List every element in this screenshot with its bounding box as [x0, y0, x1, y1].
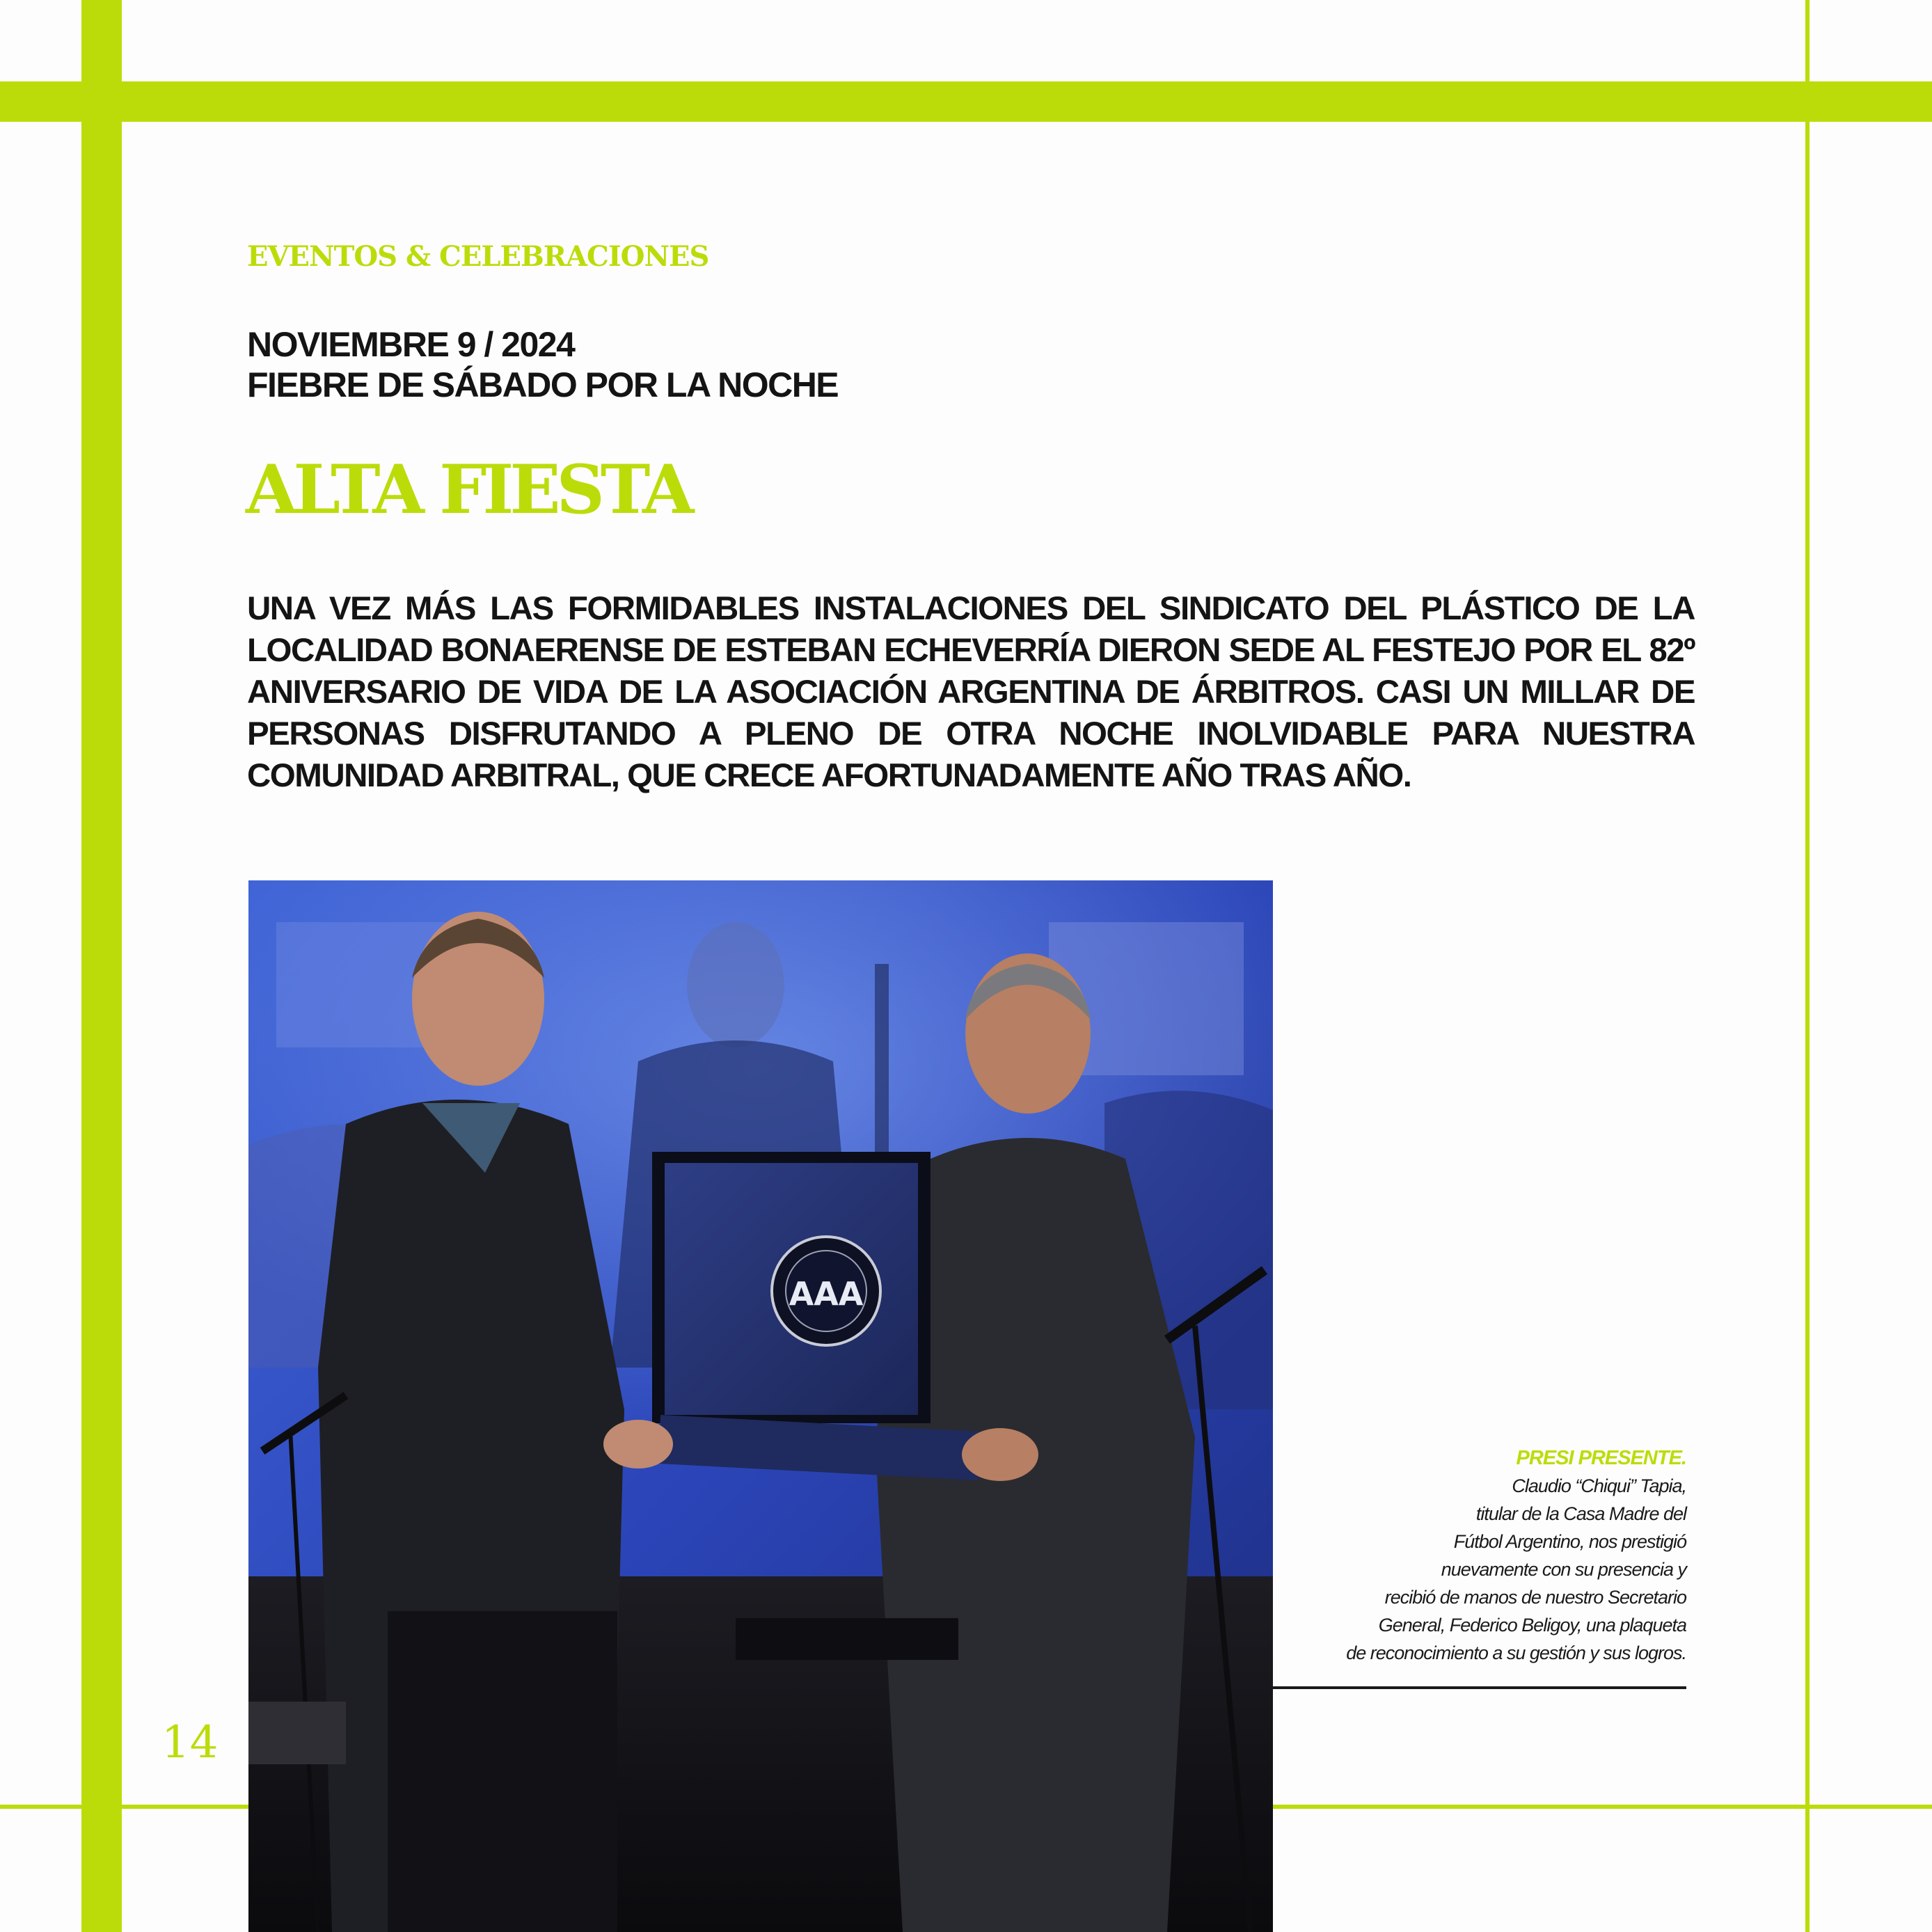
- frame-right-line: [1805, 0, 1810, 1932]
- caption-line: recibió de manos de nuestro Secretario: [1384, 1587, 1686, 1608]
- caption-divider: [1273, 1686, 1686, 1689]
- section-label: EVENTOS & CELEBRACIONES: [247, 240, 709, 273]
- caption-line: Fútbol Argentino, nos prestigió: [1453, 1531, 1686, 1552]
- article-date: NOVIEMBRE 9 / 2024: [247, 325, 575, 364]
- article-headline: ALTA FIESTA: [246, 450, 690, 529]
- plaque-emblem-text: AAA: [789, 1275, 864, 1313]
- caption-line: General, Federico Beligoy, una plaqueta: [1378, 1615, 1686, 1636]
- event-photo: [248, 880, 1273, 1932]
- photo-caption: [1185, 1444, 1686, 1667]
- caption-title: PRESI PRESENTE.: [1516, 1447, 1686, 1469]
- frame-left-bar: [81, 0, 122, 1932]
- caption-line: de reconocimiento a su gestión y sus logros.: [1346, 1642, 1686, 1663]
- article-lead: UNA VEZ MÁS LAS FORMIDABLES INSTALACIONES DEL SINDICATO DEL PLÁSTICO DE LA LOCALIDAD BONAERENSE DE ESTEBAN ECHEVERRÍA DIERON SEDE AL FESTEJO POR EL 82º ANIVERSARIO DE VIDA DE LA ASOCIACIÓN ARGENTINA DE ÁRBITROS. CASI UN MILLAR DE PERSONAS DISFRUTANDO A PLENO DE OTRA NOCHE INOLVIDABLE PARA NUESTRA COMUNIDAD ARBITRAL, QUE CRECE AFORTUNADAMENTE AÑO TRAS AÑO.: [247, 590, 1695, 794]
- caption-line: nuevamente con su presencia y: [1441, 1559, 1686, 1580]
- article-subtitle: FIEBRE DE SÁBADO POR LA NOCHE: [247, 365, 839, 404]
- caption-line: titular de la Casa Madre del: [1475, 1503, 1686, 1524]
- frame-top-bar: [0, 81, 1932, 122]
- caption-line: Claudio “Chiqui” Tapia,: [1512, 1475, 1686, 1496]
- page-number: 14: [161, 1717, 219, 1768]
